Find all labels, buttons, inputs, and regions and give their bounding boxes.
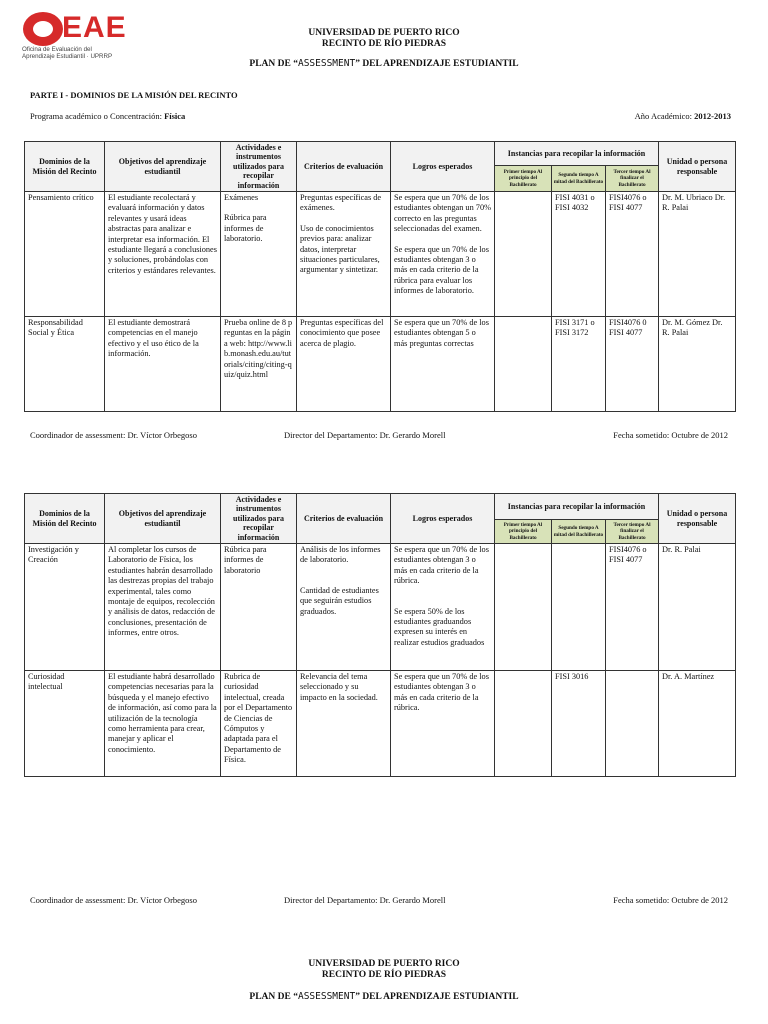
logros-cell [391, 544, 495, 671]
table-row [25, 671, 736, 777]
campus-name: RECINTO DE RÍO PIEDRAS [321, 39, 447, 49]
criterios-cell: Preguntas específicas del conocimiento que posee acerca de plagio. [297, 317, 391, 412]
criterios-cell [297, 192, 391, 317]
university-name: UNIVERSIDAD DE PUERTO RICO [308, 28, 460, 38]
segundo-tiempo-cell [552, 544, 606, 671]
logros-cell: Se espera que un 70% de los estudiantes obtengan 3 o más en cada criterio de la rúbrica. [391, 671, 495, 777]
campus-name: RECINTO DE RÍO PIEDRAS [321, 970, 447, 980]
col-header-logros: Logros esperados [391, 494, 495, 544]
col-header-dominios: Dominios de la Misión del Recinto [25, 494, 105, 544]
academic-year [635, 111, 731, 121]
primer-tiempo-cell [495, 192, 552, 317]
university-name: UNIVERSIDAD DE PUERTO RICO [308, 959, 460, 969]
tercer-tiempo-cell: FISI4076 o FISI 4077 [606, 544, 659, 671]
col-header-unidad: Unidad o persona responsable [659, 142, 736, 192]
plan-title [0, 991, 768, 1002]
year-value: 2012-2013 [694, 111, 731, 121]
criterios-text-b: Uso de conocimientos previos para: analizar datos, interpretar situaciones particulares, argumentar y sintetizar. [300, 223, 380, 275]
logros-text-a: Se espera que un 70% de los estudiantes obtengan un 70% correcto en las preguntas seleccionadas del examen. [394, 193, 492, 234]
objetivo-cell: El estudiante recolectará y evaluará información y datos relevantes y usará ideas abstractas para analizar e interpretar esa información. El estudiante llegará a conclusiones y soluciones, probándolas con criterios y estándares relevantes. [105, 192, 221, 317]
col-header-criterios: Criterios de evaluación [297, 494, 391, 544]
criterios-text-b: Cantidad de estudiantes que seguirán estudios graduados. [300, 585, 379, 616]
logo-letters: EAE [62, 11, 127, 44]
col-header-instancias: Instancias para recopilar la información [495, 494, 659, 520]
tercer-tiempo-cell [606, 671, 659, 777]
program-label: Programa académico o Concentración: [30, 111, 162, 121]
plan-title-suffix: ” DEL APRENDIZAJE ESTUDIANTIL [355, 992, 519, 1002]
dominio-cell: Responsabilidad Social y Ética [25, 317, 105, 412]
segundo-tiempo-cell: FISI 4031 o FISI 4032 [552, 192, 606, 317]
plan-title-suffix: ” DEL APRENDIZAJE ESTUDIANTIL [355, 59, 519, 69]
col-header-actividades: Actividades e instrumentos utilizados para recopilar información [221, 142, 297, 192]
col-header-tercer: Tercer tiempo Al finalizar el Bachillerato [606, 520, 659, 544]
plan-title-prefix: PLAN DE “ [249, 59, 298, 69]
logros-cell: Se espera que un 70% de los estudiantes obtengan 5 o más preguntas correctas [391, 317, 495, 412]
col-header-dominios: Dominios de la Misión del Recinto [25, 142, 105, 192]
program-line [30, 111, 185, 121]
actividades-cell [221, 192, 297, 317]
logros-text-a: Se espera que un 70% de los estudiantes obtengan 3 o más en cada criterio de la rúbrica. [394, 545, 489, 586]
responsable-cell: Dr. M. Gómez Dr. R. Palai [659, 317, 736, 412]
logros-text-b: Se espera 50% de los estudiantes graduandos expresen su interés en realizar estudios graduados [394, 606, 485, 647]
actividades-cell: Rubrica de curiosidad intelectual, creada por el Departamento de Ciencias de Cómputos y adaptada para el Departamento de Física. [221, 671, 297, 777]
date-submitted: Fecha sometido: Octubre de 2012 [613, 895, 728, 905]
actividades-cell: Prueba online de 8 preguntas en la página web: http://www.lib.monash.edu.au/tutorials/citing/citing-quiz/quiz.html [221, 317, 297, 412]
col-header-tercer: Tercer tiempo Al finalizar el Bachillerato [606, 166, 659, 192]
segundo-tiempo-cell: FISI 3016 [552, 671, 606, 777]
part-heading: PARTE I - DOMINIOS DE LA MISIÓN DEL RECINTO [30, 90, 238, 100]
col-header-objetivos: Objetivos del aprendizaje estudiantil [105, 494, 221, 544]
col-header-segundo: Segundo tiempo A mitad del Bachillerato [552, 166, 606, 192]
actividades-text-a: Exámenes [224, 193, 259, 203]
assessment-table-2 [24, 493, 736, 777]
col-header-objetivos: Objetivos del aprendizaje estudiantil [105, 142, 221, 192]
col-header-primer: Primer tiempo Al principio del Bachillerato [495, 166, 552, 192]
director-text: Director del Departamento: Dr. Gerardo Morell [284, 430, 446, 440]
plan-title-assessment: ASSESSMENT [297, 58, 356, 69]
primer-tiempo-cell [495, 317, 552, 412]
col-header-actividades: Actividades e instrumentos utilizados para recopilar información [221, 494, 297, 544]
col-header-unidad: Unidad o persona responsable [659, 494, 736, 544]
plan-title [0, 58, 768, 69]
primer-tiempo-cell [495, 671, 552, 777]
actividades-text-b: Rúbrica para informes de laboratorio. [224, 213, 267, 244]
responsable-cell: Dr. A. Martínez [659, 671, 736, 777]
table-row [25, 544, 736, 671]
responsable-cell: Dr. M. Ubriaco Dr. R. Palai [659, 192, 736, 317]
tercer-tiempo-cell: FISI4076 o FISI 4077 [606, 192, 659, 317]
logo-caption-line1: Oficina de Evaluación del [22, 46, 92, 53]
criterios-cell [297, 544, 391, 671]
segundo-tiempo-cell: FISI 3171 o FISI 3172 [552, 317, 606, 412]
dominio-cell: Curiosidad intelectual [25, 671, 105, 777]
coordinator-text: Coordinador de assessment: Dr. Víctor Orbegoso [30, 430, 197, 440]
criterios-text-a: Análisis de los informes de laboratorio. [300, 545, 381, 565]
dominio-cell: Investigación y Creación [25, 544, 105, 671]
col-header-segundo: Segundo tiempo A mitad del Bachillerato [552, 520, 606, 544]
criterios-text-a: Preguntas específicas de exámenes. [300, 193, 382, 213]
col-header-logros: Logros esperados [391, 142, 495, 192]
logros-cell [391, 192, 495, 317]
director-text: Director del Departamento: Dr. Gerardo Morell [284, 895, 446, 905]
objetivo-cell: El estudiante demostrará competencias en el manejo efectivo y el uso ético de la información. [105, 317, 221, 412]
col-header-criterios: Criterios de evaluación [297, 142, 391, 192]
table-row [25, 317, 736, 412]
actividades-cell: Rúbrica para informes de laboratorio [221, 544, 297, 671]
assessment-table-1 [24, 141, 736, 412]
date-submitted: Fecha sometido: Octubre de 2012 [613, 430, 728, 440]
logros-text-b: Se espera que un 70% de los estudiantes obtengan 3 o más en cada criterio de la rúbrica para evaluar los informes de laboratorio. [394, 244, 489, 296]
criterios-cell: Relevancia del tema seleccionado y su impacto en la sociedad. [297, 671, 391, 777]
plan-title-assessment: ASSESSMENT [297, 991, 356, 1002]
program-value: Física [164, 111, 186, 121]
year-label: Año Académico: [634, 111, 693, 121]
col-header-instancias: Instancias para recopilar la información [495, 142, 659, 166]
dominio-cell: Pensamiento crítico [25, 192, 105, 317]
tercer-tiempo-cell: FISI4076 0 FISI 4077 [606, 317, 659, 412]
col-header-primer: Primer tiempo Al principio del Bachillerato [495, 520, 552, 544]
objetivo-cell: El estudiante habrá desarrollado competencias necesarias para la búsqueda y el manejo efectivo de información, así como para la utilización de la tecnología como herramienta para crear, manejar y aplicar el conocimiento. [105, 671, 221, 777]
logo-caption-line2: Aprendizaje Estudiantil · UPRRP [22, 53, 113, 60]
plan-title-prefix: PLAN DE “ [249, 992, 298, 1002]
table-row [25, 192, 736, 317]
responsable-cell: Dr. R. Palai [659, 544, 736, 671]
objetivo-cell: Al completar los cursos de Laboratorio de Física, los estudiantes habrán desarrollado las destrezas propias del trabajo experimental, tales como montaje de equipos, recolección y análisis de datos, redacción de conclusiones, presentación de informes, entre otros. [105, 544, 221, 671]
primer-tiempo-cell [495, 544, 552, 671]
coordinator-text: Coordinador de assessment: Dr. Víctor Orbegoso [30, 895, 197, 905]
